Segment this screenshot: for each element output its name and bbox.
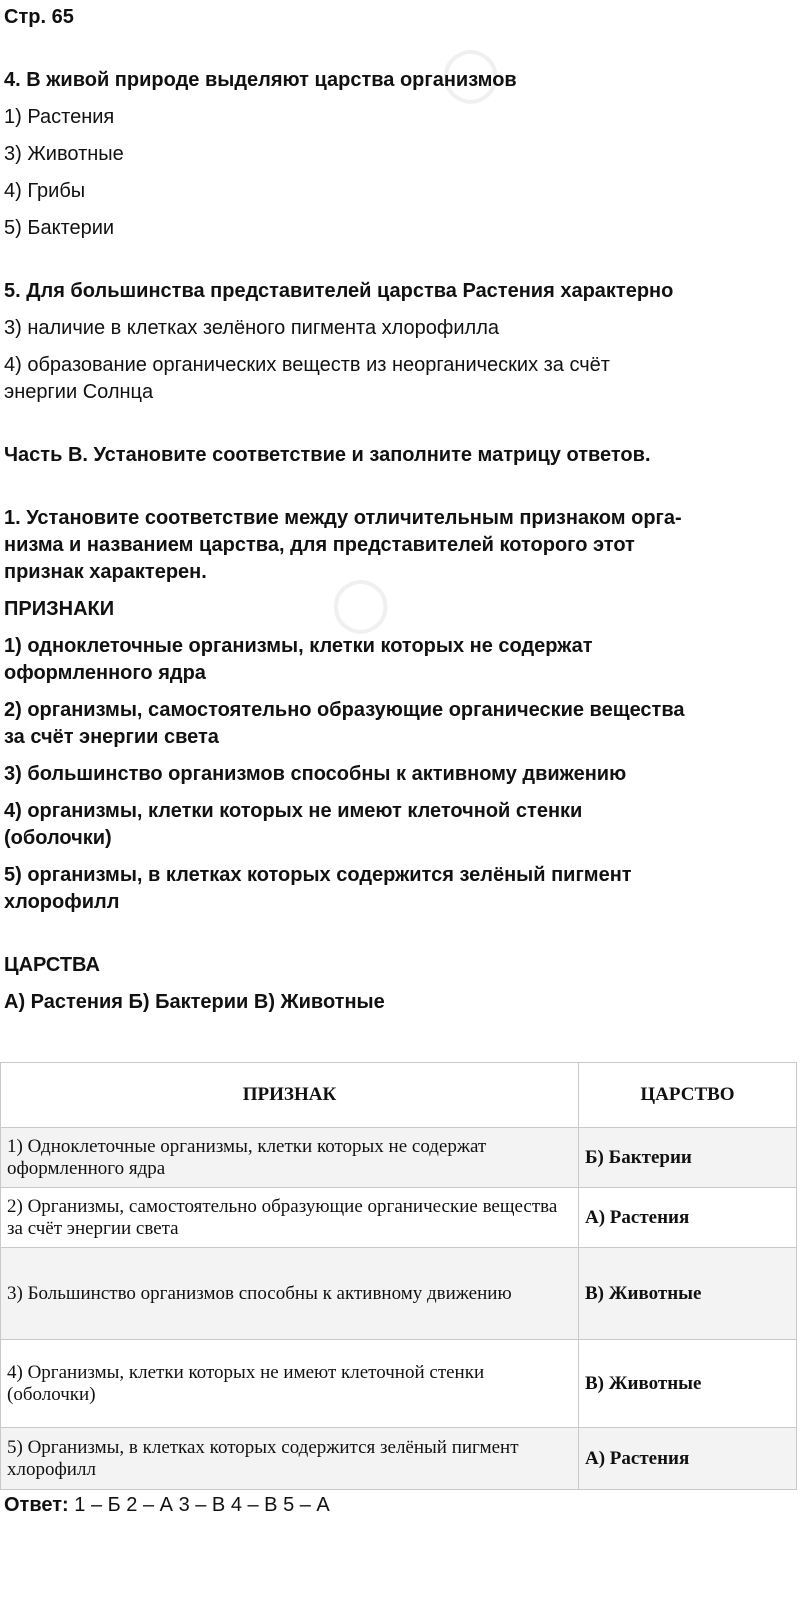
q4-item: 4) Грибы xyxy=(4,180,86,202)
task1-title: низма и названием царства, для представителей которого этот xyxy=(4,534,635,556)
q4-item: 1) Растения xyxy=(4,106,115,128)
sign-item-cont: за счёт энергии света xyxy=(4,726,219,748)
table-header-sign: ПРИЗНАК xyxy=(1,1063,579,1128)
sign-item-cont: оформленного ядра xyxy=(4,662,206,684)
answer-table-wrap xyxy=(0,1062,800,1519)
table-cell-sign: 5) Организмы, в клетках которых содержится зелёный пигмент хлорофилл xyxy=(1,1428,579,1490)
table-row xyxy=(1,1428,797,1490)
q4-item: 5) Бактерии xyxy=(4,217,115,239)
q5-title: 5. Для большинства представителей царства Растения характерно xyxy=(4,280,674,302)
table-cell-kingdom: В) Животные xyxy=(579,1248,797,1340)
answer-table xyxy=(0,1062,797,1490)
table-cell-kingdom: Б) Бактерии xyxy=(579,1128,797,1188)
answer-line xyxy=(0,1492,800,1519)
partB-title: Часть B. Установите соответствие и заполните матрицу ответов. xyxy=(4,444,651,466)
table-row xyxy=(1,1188,797,1248)
table-cell-kingdom: А) Растения xyxy=(579,1428,797,1490)
table-cell-sign: 2) Организмы, самостоятельно образующие органические вещества за счёт энергии света xyxy=(1,1188,579,1248)
watermark: ○ xyxy=(330,560,392,642)
watermark: ○ xyxy=(440,30,502,112)
table-header-kingdom: ЦАРСТВО xyxy=(579,1063,797,1128)
sign-item: 3) большинство организмов способны к активному движению xyxy=(4,763,627,785)
q5-item: 4) образование органических веществ из неорганических за счёт xyxy=(4,354,610,376)
table-cell-kingdom: В) Животные xyxy=(579,1340,797,1428)
sign-item: 5) организмы, в клетках которых содержится зелёный пигмент xyxy=(4,864,632,886)
sign-item: 2) организмы, самостоятельно образующие органические вещества xyxy=(4,699,685,721)
q4-item: 3) Животные xyxy=(4,143,124,165)
sign-item: 4) организмы, клетки которых не имеют клеточной стенки xyxy=(4,800,583,822)
table-cell-sign: 4) Организмы, клетки которых не имеют клеточной стенки (оболочки) xyxy=(1,1340,579,1428)
table-row xyxy=(1,1128,797,1188)
kingdoms-line: А) Растения Б) Бактерии В) Животные xyxy=(4,991,385,1013)
signs-header: ПРИЗНАКИ xyxy=(4,598,115,620)
sign-item-cont: хлорофилл xyxy=(4,891,120,913)
q4-title: 4. В живой природе выделяют царства организмов xyxy=(4,69,517,91)
q5-item-cont: энергии Солнца xyxy=(4,381,154,403)
task1-title: признак характерен. xyxy=(4,561,207,583)
table-row xyxy=(1,1248,797,1340)
q5-item: 3) наличие в клетках зелёного пигмента хлорофилла xyxy=(4,317,500,339)
page-label: Стр. 65 xyxy=(4,6,74,28)
answer-value: 1 – Б 2 – А 3 – В 4 – В 5 – А xyxy=(74,1494,330,1516)
sign-item: 1) одноклеточные организмы, клетки которых не содержат xyxy=(4,635,593,657)
task1-title: 1. Установите соответствие между отличительным признаком орга- xyxy=(4,507,682,529)
kingdoms-header: ЦАРСТВА xyxy=(4,954,100,976)
table-row xyxy=(1,1340,797,1428)
table-cell-kingdom: А) Растения xyxy=(579,1188,797,1248)
table-cell-sign: 3) Большинство организмов способны к активному движению xyxy=(1,1248,579,1340)
sign-item-cont: (оболочки) xyxy=(4,827,112,849)
table-cell-sign: 1) Одноклеточные организмы, клетки которых не содержат оформленного ядра xyxy=(1,1128,579,1188)
answer-label: Ответ: xyxy=(4,1494,69,1516)
